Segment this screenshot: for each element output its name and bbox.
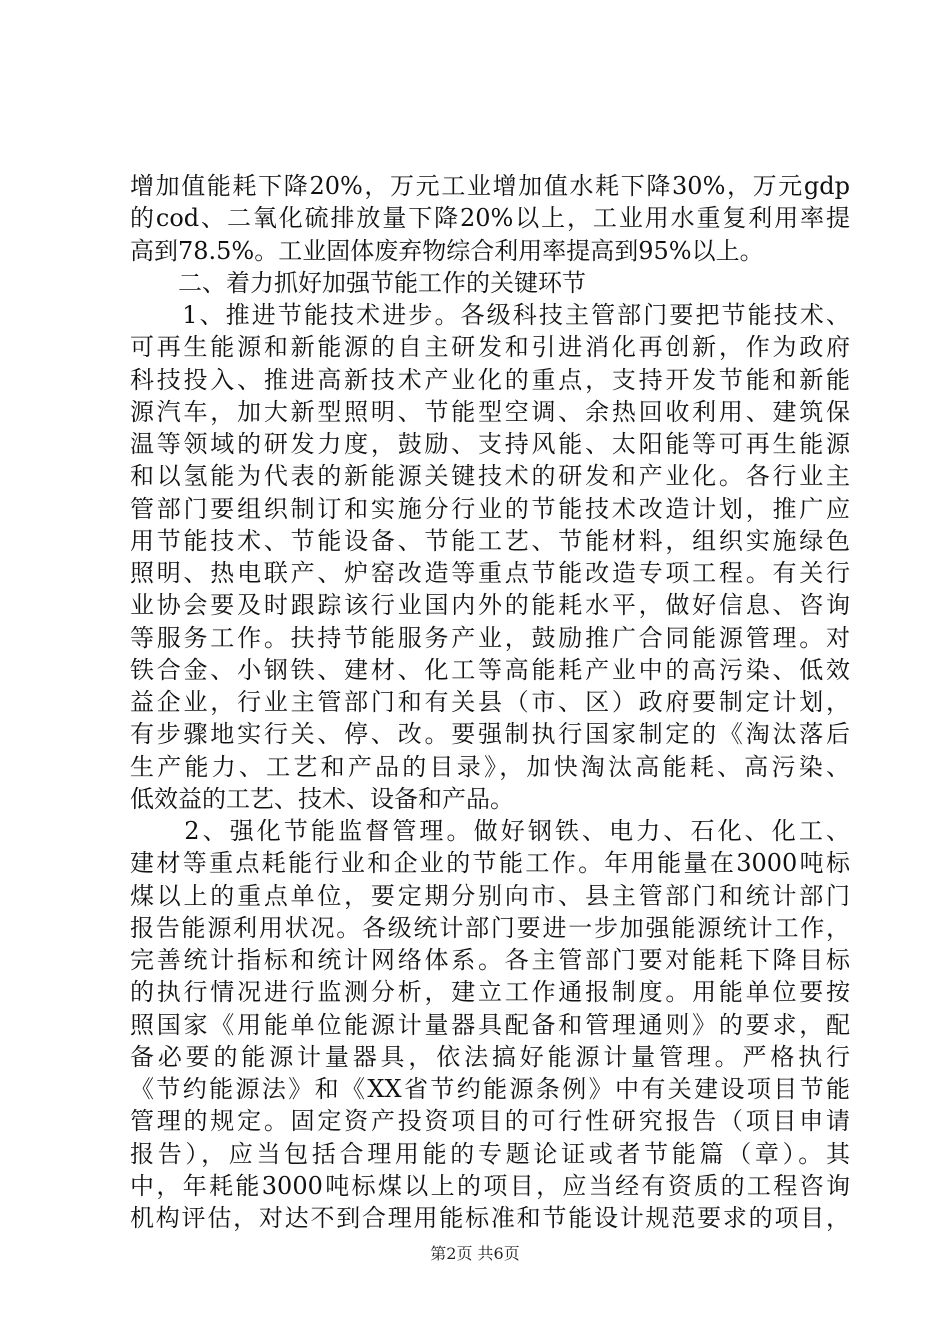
text-line: 高到78.5%。工业固体废弃物综合利用率提高到95%以上。: [130, 236, 764, 265]
text-line: 2、强化节能监督管理。做好钢铁、电力、石化、化工、: [130, 817, 850, 845]
text-line: 管部门要组织制订和实施分行业的节能技术改造计划，推广应: [130, 494, 850, 523]
text-line: 可再生能源和新能源的自主研发和引进消化再创新，作为政府: [130, 333, 850, 362]
text-line: 增加值能耗下降20%，万元工业增加值水耗下降30%，万元gdp: [130, 172, 850, 200]
text-line: 完善统计指标和统计网络体系。各主管部门要对能耗下降目标: [130, 946, 850, 974]
text-line: 1、推进节能技术进步。各级科技主管部门要把节能技术、: [130, 301, 850, 329]
text-line: 报告能源利用状况。各级统计部门要进一步加强能源统计工作，: [130, 913, 850, 942]
text-line: 备必要的能源计量器具，依法搞好能源计量管理。严格执行: [130, 1042, 850, 1071]
text-line: 等服务工作。扶持节能服务产业，鼓励推广合同能源管理。对: [130, 623, 850, 652]
text-line: 和以氢能为代表的新能源关键技术的研发和产业化。各行业主: [130, 462, 850, 491]
text-line: 《节约能源法》和《XX省节约能源条例》中有关建设项目节能: [130, 1075, 850, 1103]
text-line: 照明、热电联产、炉窑改造等重点节能改造专项工程。有关行: [130, 559, 850, 587]
text-line: 业协会要及时跟踪该行业国内外的能耗水平，做好信息、咨询: [130, 591, 850, 620]
text-line: 机构评估，对达不到合理用能标准和节能设计规范要求的项目，: [130, 1204, 850, 1232]
document-body: [130, 170, 850, 1234]
text-line: 二、着力抓好加强节能工作的关键环节: [130, 268, 586, 297]
text-line: 用节能技术、节能设备、节能工艺、节能材料，组织实施绿色: [130, 526, 850, 555]
text-line: 低效益的工艺、技术、设备和产品。: [130, 784, 514, 813]
text-line: 的cod、二氧化硫排放量下降20%以上，工业用水重复利用率提: [130, 204, 850, 233]
text-line: 生产能力、工艺和产品的目录》，加快淘汰高能耗、高污染、: [130, 752, 850, 781]
text-line: 建材等重点耗能行业和企业的节能工作。年用能量在3000吨标: [130, 849, 850, 878]
text-line: 煤以上的重点单位，要定期分别向市、县主管部门和统计部门: [130, 881, 850, 910]
text-line: 照国家《用能单位能源计量器具配备和管理通则》的要求，配: [130, 1010, 850, 1039]
text-line: 科技投入、推进高新技术产业化的重点，支持开发节能和新能: [130, 365, 850, 394]
text-line: 中，年耗能3000吨标煤以上的项目，应当经有资质的工程咨询: [130, 1171, 850, 1200]
text-line: 温等领域的研发力度，鼓励、支持风能、太阳能等可再生能源: [130, 430, 850, 458]
text-line: 的执行情况进行监测分析，建立工作通报制度。用能单位要按: [130, 978, 850, 1007]
page-footer: 第2页 共6页: [430, 1244, 520, 1263]
text-line: 有步骤地实行关、停、改。要强制执行国家制定的《淘汰落后: [130, 720, 850, 749]
text-line: 报告），应当包括合理用能的专题论证或者节能篇（章）。其: [130, 1139, 850, 1168]
text-line: 益企业，行业主管部门和有关县（市、区）政府要制定计划，: [130, 688, 850, 716]
text-line: 管理的规定。固定资产投资项目的可行性研究报告（项目申请: [130, 1107, 850, 1136]
text-line: 源汽车，加大新型照明、节能型空调、余热回收利用、建筑保: [130, 397, 850, 426]
text-line: 铁合金、小钢铁、建材、化工等高能耗产业中的高污染、低效: [130, 655, 850, 684]
